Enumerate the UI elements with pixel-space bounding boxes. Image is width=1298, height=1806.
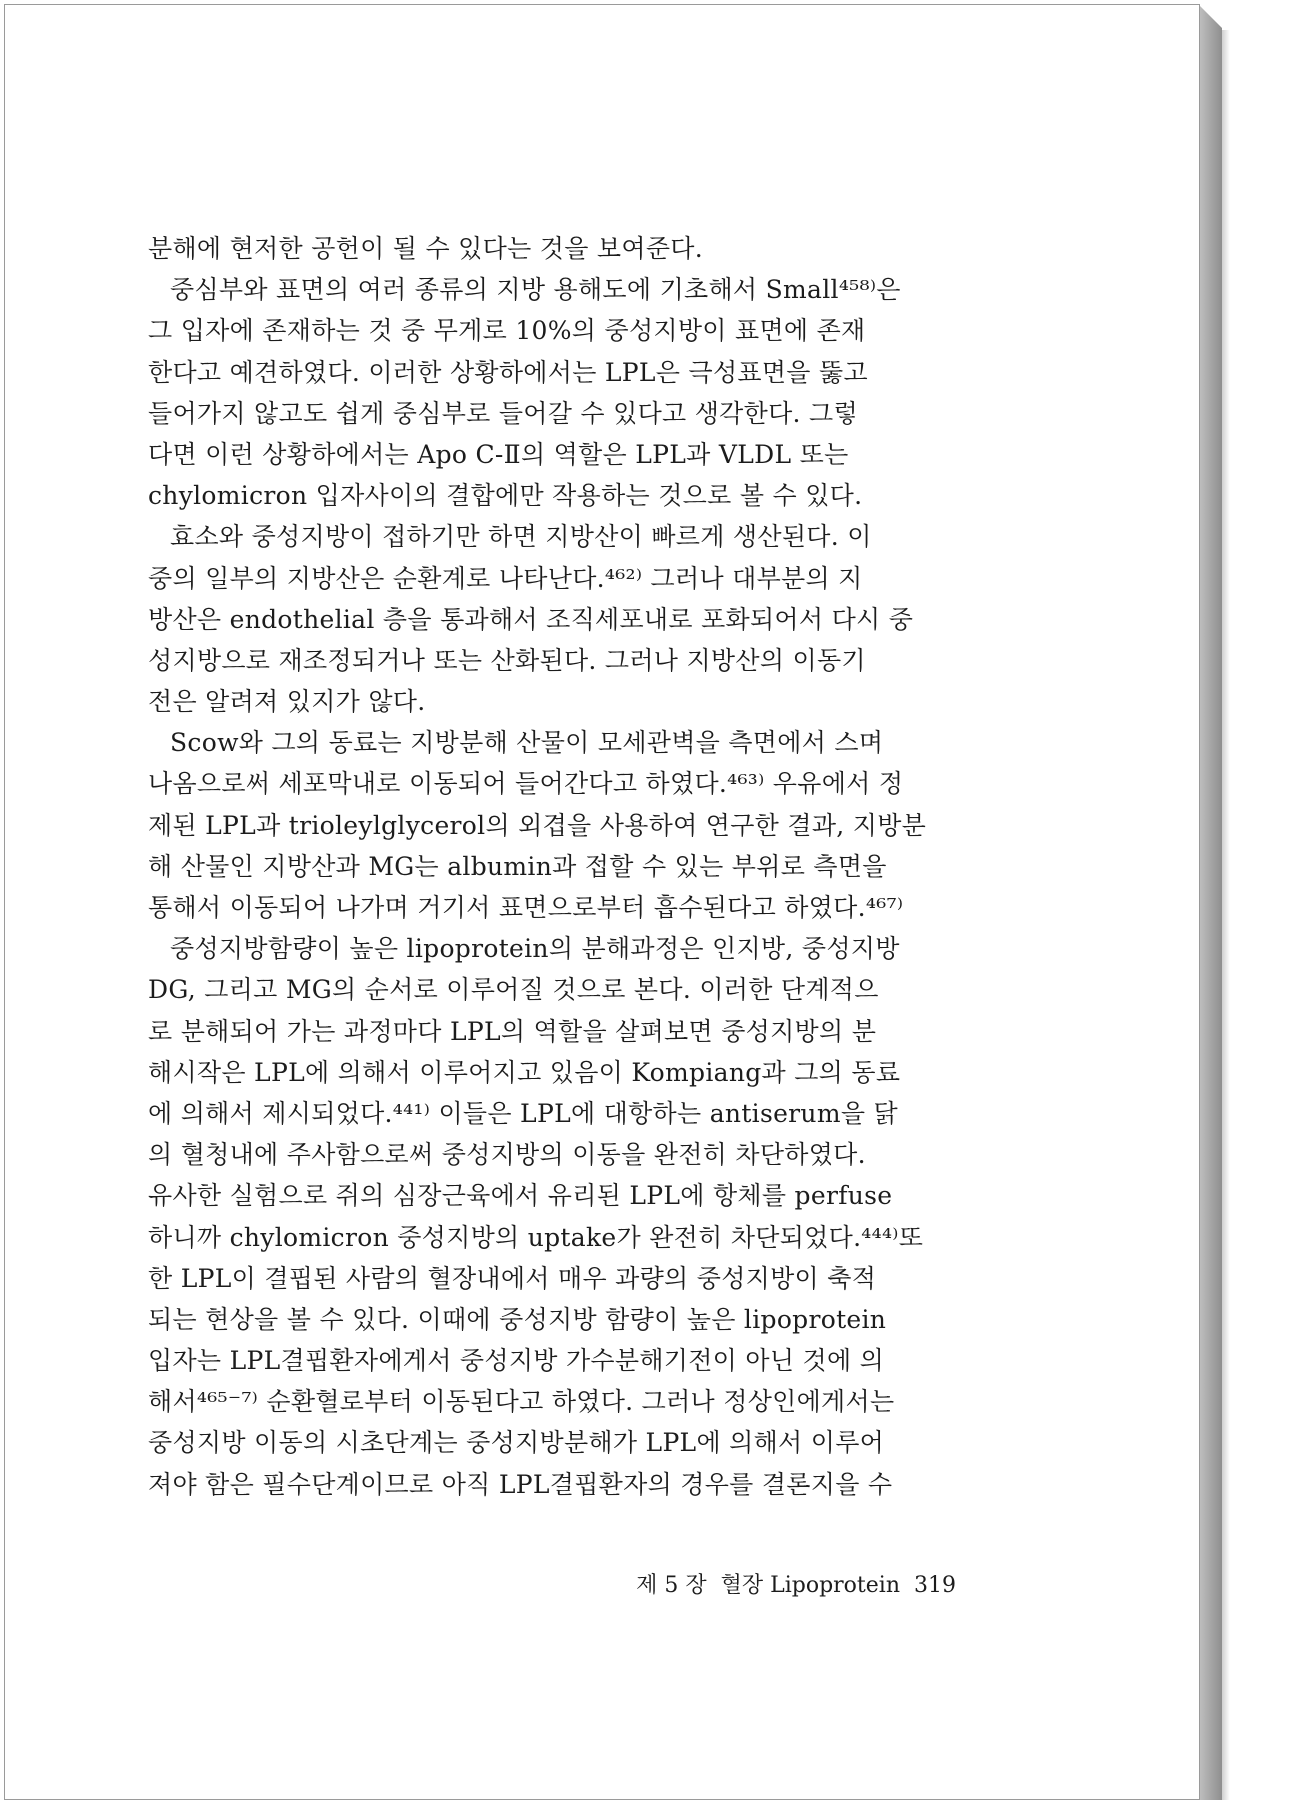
text-line: 중성지방 이동의 시초단계는 중성지방분해가 LPL에 의해서 이루어 (148, 1428, 885, 1458)
text-line: 다면 이런 상황하에서는 Apo C-Ⅱ의 역할은 LPL과 VLDL 또는 (148, 439, 849, 469)
text-line: 통해서 이동되어 나가며 거기서 표면으로부터 흡수된다고 하였다.⁴⁶⁷⁾ (148, 893, 904, 922)
text-line: Scow와 그의 동료는 지방분해 산물이 모세관벽을 측면에서 스며 (170, 728, 884, 758)
text-line: 분해에 현저한 공헌이 될 수 있다는 것을 보여준다. (148, 234, 703, 263)
page-number: 319 (914, 1573, 956, 1598)
text-line: 중의 일부의 지방산은 순환계로 나타난다.⁴⁶²⁾ 그러나 대부분의 지 (148, 563, 863, 593)
text-line: 해 산물인 지방산과 MG는 albumin과 접할 수 있는 부위로 측면을 (148, 851, 887, 881)
text-line: 한 LPL이 결핍된 사람의 혈장내에서 매우 과량의 중성지방이 축적 (148, 1263, 877, 1293)
page-edge (1200, 6, 1222, 1800)
text-line: 중심부와 표면의 여러 종류의 지방 용해도에 기초해서 Small⁴⁵⁸⁾은 (170, 275, 901, 305)
footer-chapter: 제 5 장 (636, 1573, 707, 1598)
text-line: 유사한 실험으로 쥐의 심장근육에서 유리된 LPL에 항체를 perfuse (148, 1181, 893, 1211)
text-line: 한다고 예견하였다. 이러한 상황하에서는 LPL은 극성표면을 뚫고 (148, 357, 868, 387)
text-line: 성지방으로 재조정되거나 또는 산화된다. 그러나 지방산의 이동기 (148, 645, 866, 675)
text-line: 에 의해서 제시되었다.⁴⁴¹⁾ 이들은 LPL에 대항하는 antiserum을 닭 (148, 1098, 898, 1128)
text-line: DG, 그리고 MG의 순서로 이루어질 것으로 본다. 이러한 단계적으 (148, 975, 879, 1005)
text-line: 되는 현상을 볼 수 있다. 이때에 중성지방 함량이 높은 lipoprotein (148, 1304, 887, 1334)
text-line: 해서⁴⁶⁵⁻⁷⁾ 순환혈로부터 이동된다고 하였다. 그러나 정상인에게서는 (148, 1387, 895, 1417)
text-line: 하니까 chylomicron 중성지방의 uptake가 완전히 차단되었다.⁴⁴⁴⁾또 (148, 1222, 924, 1252)
text-line: 로 분해되어 가는 과정마다 LPL의 역할을 살펴보면 중성지방의 분 (148, 1016, 877, 1046)
text-line: 입자는 LPL결핍환자에게서 중성지방 가수분해기전이 아닌 것에 의 (148, 1346, 885, 1376)
text-line: 그 입자에 존재하는 것 중 무게로 10%의 중성지방이 표면에 존재 (148, 316, 866, 346)
text-line: 나옴으로써 세포막내로 이동되어 들어간다고 하였다.⁴⁶³⁾ 우유에서 정 (148, 769, 904, 799)
page-shadow (1222, 30, 1230, 1800)
text-line: 의 혈청내에 주사함으로써 중성지방의 이동을 완전히 차단하였다. (148, 1140, 866, 1170)
text-line: 효소와 중성지방이 접하기만 하면 지방산이 빠르게 생산된다. 이 (170, 522, 872, 552)
text-line: 져야 함은 필수단계이므로 아직 LPL결핍환자의 경우를 결론지을 수 (148, 1469, 893, 1499)
text-line: 전은 알려져 있지가 않다. (148, 687, 426, 717)
text-line: chylomicron 입자사이의 결합에만 작용하는 것으로 볼 수 있다. (148, 481, 863, 511)
text-line: 해시작은 LPL에 의해서 이루어지고 있음이 Kompiang과 그의 동료 (148, 1057, 901, 1087)
text-line: 제된 LPL과 trioleylglycerol의 외겹을 사용하여 연구한 결과, 지방분 (148, 810, 927, 840)
page-footer (608, 1568, 956, 1599)
text-line: 중성지방함량이 높은 lipoprotein의 분해과정은 인지방, 중성지방 (170, 934, 900, 964)
body-text (148, 228, 956, 1505)
text-line: 들어가지 않고도 쉽게 중심부로 들어갈 수 있다고 생각한다. 그렇 (148, 398, 858, 428)
text-line: 방산은 endothelial 층을 통과해서 조직세포내로 포화되어서 다시 중 (148, 604, 914, 634)
footer-title: 혈장 Lipoprotein (720, 1573, 900, 1598)
